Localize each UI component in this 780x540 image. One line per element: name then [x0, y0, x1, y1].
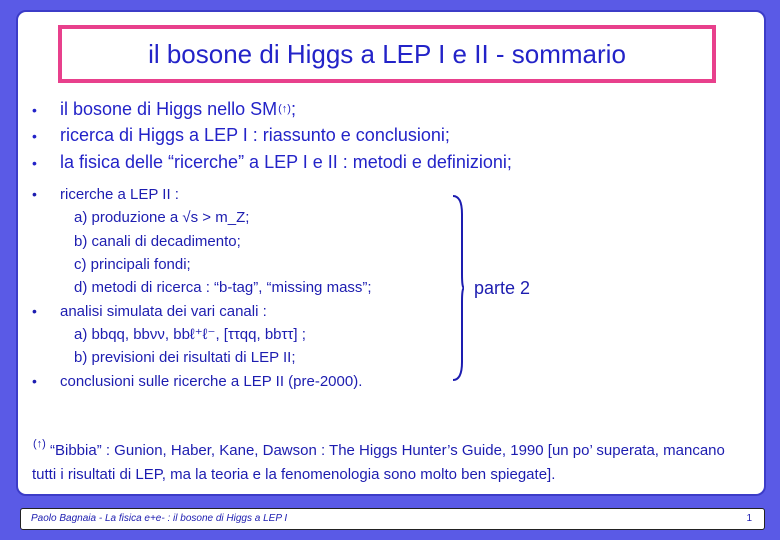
- list-item-text: b) canali di decadimento;: [74, 232, 241, 250]
- list-item-text: d) metodi di ricerca : “b-tag”, “missing mass”;: [74, 279, 372, 297]
- list-item: [32, 276, 372, 299]
- list-item: [32, 346, 372, 369]
- slide-title: il bosone di Higgs a LEP I e II - sommario: [148, 38, 626, 69]
- bullet-item: [32, 96, 512, 123]
- footnote-mark: (↑): [33, 438, 46, 450]
- part2-list: [32, 183, 372, 393]
- bullet-icon: •: [32, 101, 37, 118]
- bullet-text: la fisica delle “ricerche” a LEP I e II : metodi e definizioni;: [60, 151, 512, 172]
- bullet-tail: ;: [290, 98, 296, 119]
- footer-bar: [20, 508, 765, 530]
- list-item: [32, 253, 372, 276]
- list-item-text: c) principali fondi;: [74, 256, 191, 274]
- bullet-icon: •: [32, 372, 37, 389]
- parte-label: parte 2: [474, 278, 531, 298]
- bullet-icon: •: [32, 302, 37, 319]
- bullet-text: ricerca di Higgs a LEP I : riassunto e conclusioni;: [60, 125, 450, 146]
- title-box: [58, 25, 716, 83]
- list-item: [32, 206, 372, 229]
- list-item-text: ricerche a LEP II :: [60, 186, 179, 204]
- bullet-icon: •: [32, 186, 37, 203]
- bullet-text: il bosone di Higgs nello SM: [60, 98, 278, 119]
- list-item-text: a) bbqq, bbνν, bbℓ⁺ℓ⁻, [ττqq, bbττ] ;: [74, 326, 306, 344]
- bullet-icon: •: [32, 154, 37, 171]
- list-item-text: a) produzione a √s > m_Z;: [74, 209, 250, 227]
- list-item: [32, 369, 372, 392]
- footnote: [32, 432, 752, 487]
- list-item-text: conclusioni sulle ricerche a LEP II (pre-2000).: [60, 372, 363, 390]
- list-item-text: analisi simulata dei vari canali :: [60, 302, 267, 320]
- bullet-item: [32, 123, 512, 150]
- list-item: [32, 323, 372, 346]
- list-item: [32, 230, 372, 253]
- list-item: [32, 299, 372, 322]
- footer-author: Paolo Bagnaia - La fisica e+e- : il bosone di Higgs a LEP I: [31, 513, 288, 524]
- bullet-icon: •: [32, 128, 37, 145]
- list-item: [32, 183, 372, 206]
- footnote-text: “Bibbia” : Gunion, Haber, Kane, Dawson : The Higgs Hunter’s Guide, 1990 [un po’ superata, mancano tutti i risultati di LEP, ma la teoria e la fenomenologia sono molto ben spiegate].: [32, 442, 725, 483]
- footnote-ref: (↑): [278, 103, 291, 116]
- main-bullet-list: [32, 96, 512, 176]
- list-item-text: b) previsioni dei risultati di LEP II;: [74, 349, 296, 367]
- bullet-item: [32, 149, 512, 176]
- page-number: 1: [746, 513, 752, 524]
- right-brace-icon: [452, 194, 464, 382]
